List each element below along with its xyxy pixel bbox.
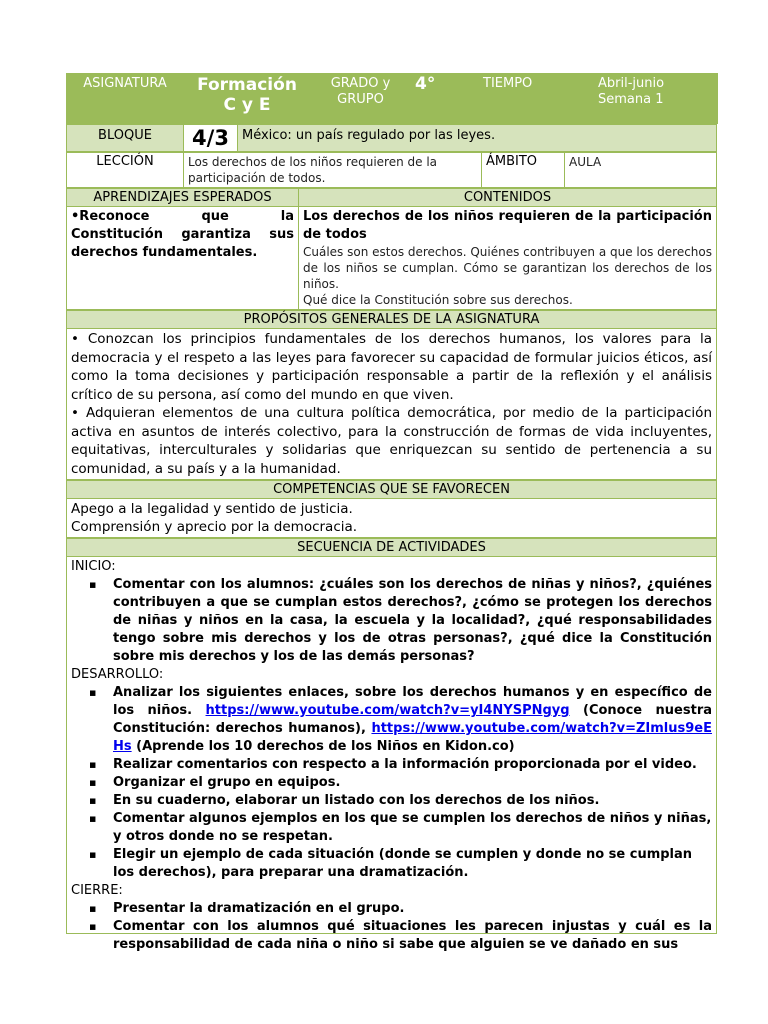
tiempo-months: Abril-junio xyxy=(598,76,665,91)
contenidos-title: Los derechos de los niños requieren de la participación de todos xyxy=(303,209,712,242)
youtube-link-2[interactable]: https://www.youtube.com/watch?v=ZImlus9eEHs xyxy=(113,721,712,754)
leccion-label: LECCIÓN xyxy=(67,153,184,188)
proposito-1: • Conozcan los principios fundamentales de los derechos humanos, los valores para la democracia y el respeto a las leyes para favorecer su capacidad de formular juicios éticos, así como la toma decisiones y participación responsable a partir de la reflexión y el análisis crítico de su persona, así como del mundo en que viven. xyxy=(71,331,712,403)
desarrollo-item-1 xyxy=(113,684,712,756)
aprendizajes-header: APRENDIZAJES ESPERADOS xyxy=(67,189,299,207)
tiempo-week: Semana 1 xyxy=(598,92,664,107)
desarrollo-item-6: ▪ Elegir un ejemplo de cada situación (donde se cumplen y donde no se cumplan los derechos), para preparar una dramatización. xyxy=(113,846,712,882)
grado-label: GRADO y GRUPO xyxy=(311,74,411,124)
competencias-cell xyxy=(67,499,717,538)
subject-name: Formación C y E xyxy=(184,74,311,124)
proposito-2: • Adquieran elementos de una cultura política democrática, por medio de la participación activa en asuntos de interés colectivo, para la construcción de formas de vida incluyentes, equitativas, interculturales y solidarias que enriquezcan su sentido de pertenencia a su comunidad, a su país y a la humanidad. xyxy=(71,405,712,477)
ambito-label: ÁMBITO xyxy=(482,153,565,188)
cierre-item-1: ▪ Presentar la dramatización en el grupo. xyxy=(113,900,712,918)
contenidos-p2: Qué dice la Constitución sobre sus derechos. xyxy=(303,293,573,307)
desarrollo-item-1-text-c: (Aprende los 10 derechos de los Niños en Kidon.co) xyxy=(131,739,515,754)
aprendizajes-text: •Reconoce que la Constitución garantiza sus derechos fundamentales. xyxy=(67,207,299,310)
competencias-header: COMPETENCIAS QUE SE FAVORECEN xyxy=(67,481,717,499)
cierre-label: CIERRE: xyxy=(71,883,123,898)
header-table xyxy=(66,73,718,124)
desarrollo-item-3: ▪ Organizar el grupo en equipos. xyxy=(113,774,712,792)
desarrollo-item-1-text-a: Analizar los siguientes enlaces, sobre los derechos humanos y en específico de los niños. xyxy=(113,685,712,718)
ambito-value: AULA xyxy=(565,153,717,188)
cierre-item-2: ▪ Comentar con los alumnos qué situaciones les parecen injustas y cuál es la responsabilidad de cada niña o niño si sabe que alguien se ve dañado en sus xyxy=(113,918,712,954)
leccion-text: Los derechos de los niños requieren de la participación de todos. xyxy=(184,153,482,188)
propositos-cell xyxy=(67,329,717,480)
asignatura-label: ASIGNATURA xyxy=(67,74,184,124)
bloque-table xyxy=(66,124,717,152)
inicio-item-1: ▪ Comentar con los alumnos: ¿cuáles son los derechos de niñas y niños?, ¿quiénes contribuyen a que se cumplan estos derechos?, ¿cómo se protegen los derechos de niñas y niños en la casa, la escuela y la localidad?, ¿qué responsabilidades tengo sobre mis derechos y los de otras personas?, ¿qué dice la Constitución sobre mis derechos y los de las demás personas? xyxy=(113,576,712,666)
tiempo-label: TIEMPO xyxy=(473,74,590,124)
lesson-plan-document xyxy=(66,73,717,952)
desarrollo-label: DESARROLLO: xyxy=(71,667,164,682)
competencia-2: Comprensión y aprecio por la democracia. xyxy=(71,519,358,535)
desarrollo-item-2: ▪ Realizar comentarios con respecto a la información proporcionada por el video. xyxy=(113,756,712,774)
desarrollo-item-1-text-b: (Conoce nuestra Constitución: derechos humanos), xyxy=(113,703,713,736)
youtube-link-1[interactable]: https://www.youtube.com/watch?v=yI4NYSPNgyg xyxy=(205,703,570,718)
propositos-header: PROPÓSITOS GENERALES DE LA ASIGNATURA xyxy=(67,311,717,329)
propositos-table xyxy=(66,310,717,480)
aprendizajes-contenidos-table xyxy=(66,188,717,310)
secuencia-cell xyxy=(67,557,717,952)
grado-value: 4° xyxy=(411,74,473,124)
leccion-table xyxy=(66,152,717,188)
secuencia-table xyxy=(66,538,717,952)
competencias-table xyxy=(66,480,717,538)
desarrollo-item-5: ▪ Comentar algunos ejemplos en los que se cumplen los derechos de niños y niñas, y otros donde no se respetan. xyxy=(113,810,712,846)
tiempo-value xyxy=(590,74,718,124)
inicio-list xyxy=(71,576,712,666)
bloque-number: 4/3 xyxy=(184,125,238,152)
bloque-label: BLOQUE xyxy=(67,125,184,152)
contenidos-header: CONTENIDOS xyxy=(299,189,717,207)
desarrollo-list xyxy=(71,684,712,882)
desarrollo-item-4: ▪ En su cuaderno, elaborar un listado con los derechos de los niños. xyxy=(113,792,712,810)
contenidos-p1: Cuáles son estos derechos. Quiénes contribuyen a que los derechos de los niños se cumplan. Cómo se garantizan los derechos de los niños. xyxy=(303,245,713,291)
inicio-label: INICIO: xyxy=(71,559,116,574)
secuencia-header: SECUENCIA DE ACTIVIDADES xyxy=(67,539,717,557)
competencia-1: Apego a la legalidad y sentido de justicia. xyxy=(71,501,353,517)
bloque-title: México: un país regulado por las leyes. xyxy=(238,125,717,152)
cierre-list xyxy=(71,900,712,954)
contenidos-cell xyxy=(299,207,717,310)
